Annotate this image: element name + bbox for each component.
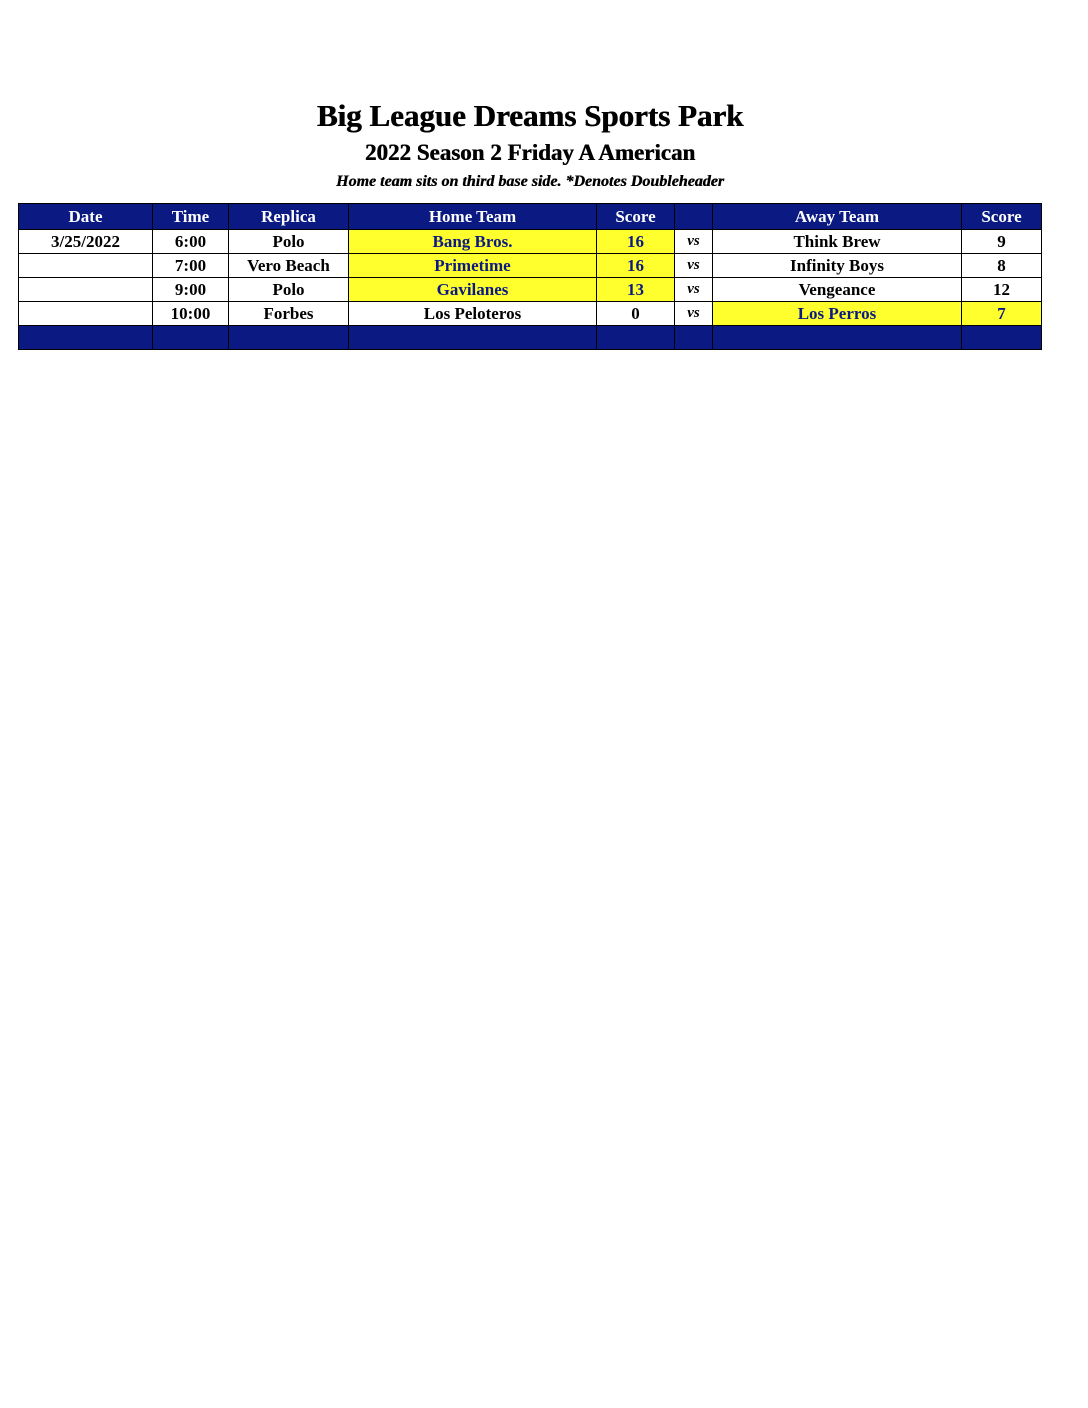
column-header-away-team: Away Team: [713, 204, 962, 230]
cell-date: [19, 278, 153, 302]
cell-home-team: Primetime: [349, 254, 597, 278]
table-row: [19, 302, 1042, 326]
column-header-replica: Replica: [229, 204, 349, 230]
footer-cell: [713, 326, 962, 350]
column-header-away-score: Score: [962, 204, 1042, 230]
cell-time: 10:00: [153, 302, 229, 326]
table-body: [19, 230, 1042, 350]
column-header-vs: [675, 204, 713, 230]
table-row: [19, 278, 1042, 302]
column-header-home-score: Score: [597, 204, 675, 230]
footer-cell: [675, 326, 713, 350]
column-header-date: Date: [19, 204, 153, 230]
schedule-note: Home team sits on third base side. *Denotes Doubleheader: [336, 173, 724, 190]
page-header: [0, 96, 1060, 192]
column-header-time: Time: [153, 204, 229, 230]
cell-vs: vs: [675, 278, 713, 302]
column-header-home-team: Home Team: [349, 204, 597, 230]
table-header-row: [19, 204, 1042, 230]
cell-home-score: 13: [597, 278, 675, 302]
cell-date: [19, 254, 153, 278]
cell-date: 3/25/2022: [19, 230, 153, 254]
page-title: Big League Dreams Sports Park: [316, 98, 744, 133]
cell-replica: Polo: [229, 230, 349, 254]
cell-time: 6:00: [153, 230, 229, 254]
cell-home-team: Bang Bros.: [349, 230, 597, 254]
cell-replica: Forbes: [229, 302, 349, 326]
cell-away-score: 9: [962, 230, 1042, 254]
schedule-table: [18, 203, 1042, 350]
cell-home-score: 16: [597, 254, 675, 278]
cell-home-team: Los Peloteros: [349, 302, 597, 326]
cell-home-score: 0: [597, 302, 675, 326]
cell-replica: Polo: [229, 278, 349, 302]
footer-cell: [597, 326, 675, 350]
footer-cell: [19, 326, 153, 350]
footer-cell: [349, 326, 597, 350]
cell-away-team: Los Perros: [713, 302, 962, 326]
table-row: [19, 230, 1042, 254]
cell-away-score: 8: [962, 254, 1042, 278]
cell-vs: vs: [675, 254, 713, 278]
cell-vs: vs: [675, 230, 713, 254]
cell-home-team: Gavilanes: [349, 278, 597, 302]
cell-away-score: 7: [962, 302, 1042, 326]
cell-time: 7:00: [153, 254, 229, 278]
cell-away-team: Vengeance: [713, 278, 962, 302]
footer-cell: [229, 326, 349, 350]
cell-replica: Vero Beach: [229, 254, 349, 278]
table-footer-row: [19, 326, 1042, 350]
cell-date: [19, 302, 153, 326]
cell-away-score: 12: [962, 278, 1042, 302]
footer-cell: [962, 326, 1042, 350]
cell-time: 9:00: [153, 278, 229, 302]
cell-vs: vs: [675, 302, 713, 326]
table-row: [19, 254, 1042, 278]
cell-home-score: 16: [597, 230, 675, 254]
cell-away-team: Think Brew: [713, 230, 962, 254]
footer-cell: [153, 326, 229, 350]
page-subtitle: 2022 Season 2 Friday A American: [364, 140, 696, 165]
cell-away-team: Infinity Boys: [713, 254, 962, 278]
